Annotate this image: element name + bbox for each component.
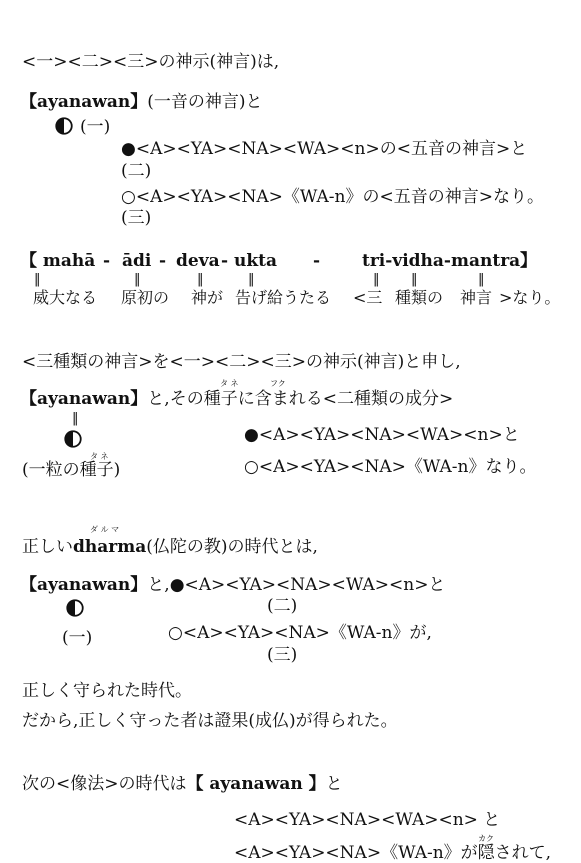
s1-num3: (三) xyxy=(121,208,152,228)
s4-line5: 正しく守られた時代。 xyxy=(22,681,192,701)
s4-line6: だから,正しく守った者は證果(成仏)が得られた。 xyxy=(22,711,398,731)
half-circle-icon xyxy=(64,430,82,448)
s5-line1: 次の<像法>の時代は【 ayanawan 】と xyxy=(22,774,343,794)
sk-dash: - xyxy=(313,251,321,271)
s4-row2: ○<A><YA><NA>《WA-n》が, xyxy=(168,623,432,643)
sk-dash: - xyxy=(159,251,167,271)
jp-gloss: 威大なる xyxy=(33,288,98,307)
equals-mark: ‖ xyxy=(478,272,485,287)
jp-gloss: 神言 xyxy=(460,288,493,307)
jp-gloss: 原初の xyxy=(121,288,170,307)
s5-row2: <A><YA><NA>《WA-n》が隠されて, xyxy=(234,843,552,863)
s1-line2: 【ayanawan】(一音の神言)と xyxy=(20,92,263,112)
ruby-fuku: フク xyxy=(270,379,286,388)
s4-num3: (三) xyxy=(267,645,298,665)
s3-row1: ●<A><YA><NA><WA><n>と xyxy=(244,425,520,445)
sk-tri-vidha-mantra: tri-vidha-mantra xyxy=(362,251,521,271)
half-circle-icon xyxy=(55,117,73,135)
equals-mark: ‖ xyxy=(411,272,418,287)
equals-mark: ‖ xyxy=(34,272,41,287)
equals-mark: ‖ xyxy=(134,272,141,287)
jp-gloss: 告げ給うたる xyxy=(235,288,332,307)
ruby-kaku: カク xyxy=(478,834,494,843)
s1-num1: (一) xyxy=(80,117,111,137)
half-circle-icon xyxy=(66,599,84,617)
sk-close: 】 xyxy=(520,251,537,271)
s3-row2: ○<A><YA><NA>《WA-n》なり。 xyxy=(244,457,537,477)
s3-line2: 【ayanawan】と,その種子に含まれる<二種類の成分> xyxy=(20,389,454,409)
s4-num1: (一) xyxy=(62,628,93,648)
s1-row2: ○<A><YA><NA>《WA-n》の<五音の神言>なり。 xyxy=(121,187,544,207)
s4-num2: (二) xyxy=(267,596,298,616)
s1-line1: <一><二><三>の神示(神言)は, xyxy=(22,52,280,72)
ruby-dharma: ダ ル マ xyxy=(90,525,120,534)
ayanawan-term: 【 ayanawan 】 xyxy=(186,774,326,794)
s4-line2: 【ayanawan】と,●<A><YA><NA><WA><n>と xyxy=(20,575,446,595)
ruby-tane: タ ネ xyxy=(220,379,239,388)
s1-row1: ●<A><YA><NA><WA><n>の<五音の神言>と xyxy=(121,139,528,159)
jp-gloss: >なり。 xyxy=(499,288,561,307)
ayanawan-term: 【ayanawan】 xyxy=(20,575,148,595)
jp-gloss: 種類の xyxy=(395,288,444,307)
equals-mark: ‖ xyxy=(72,411,79,426)
s3-label: (一粒の種子) xyxy=(22,460,121,480)
s5-row1: <A><YA><NA><WA><n> と xyxy=(234,810,501,830)
sk-mahaa: 【 mahā xyxy=(20,251,96,271)
dharma-term: dharma xyxy=(73,537,147,557)
equals-mark: ‖ xyxy=(248,272,255,287)
equals-mark: ‖ xyxy=(197,272,204,287)
sk-ukta: ukta xyxy=(234,251,278,271)
s4-line1: 正しいdharma(仏陀の教)の時代とは, xyxy=(22,537,318,557)
ruby-tane: タ ネ xyxy=(90,452,109,461)
sk-dash: - xyxy=(103,251,111,271)
sk-deva: deva xyxy=(176,251,220,271)
sk-dash: - xyxy=(221,251,229,271)
s3-line1: <三種類の神言>を<一><二><三>の神示(神言)と申し, xyxy=(22,352,461,372)
s1-num2: (二) xyxy=(121,161,152,181)
ayanawan-term: 【ayanawan】 xyxy=(20,389,148,409)
jp-gloss: 神が xyxy=(191,288,224,307)
ayanawan-term: 【ayanawan】 xyxy=(20,92,148,112)
jp-gloss: <三 xyxy=(353,288,383,307)
equals-mark: ‖ xyxy=(373,272,380,287)
sk-adi: ādi xyxy=(122,251,152,271)
